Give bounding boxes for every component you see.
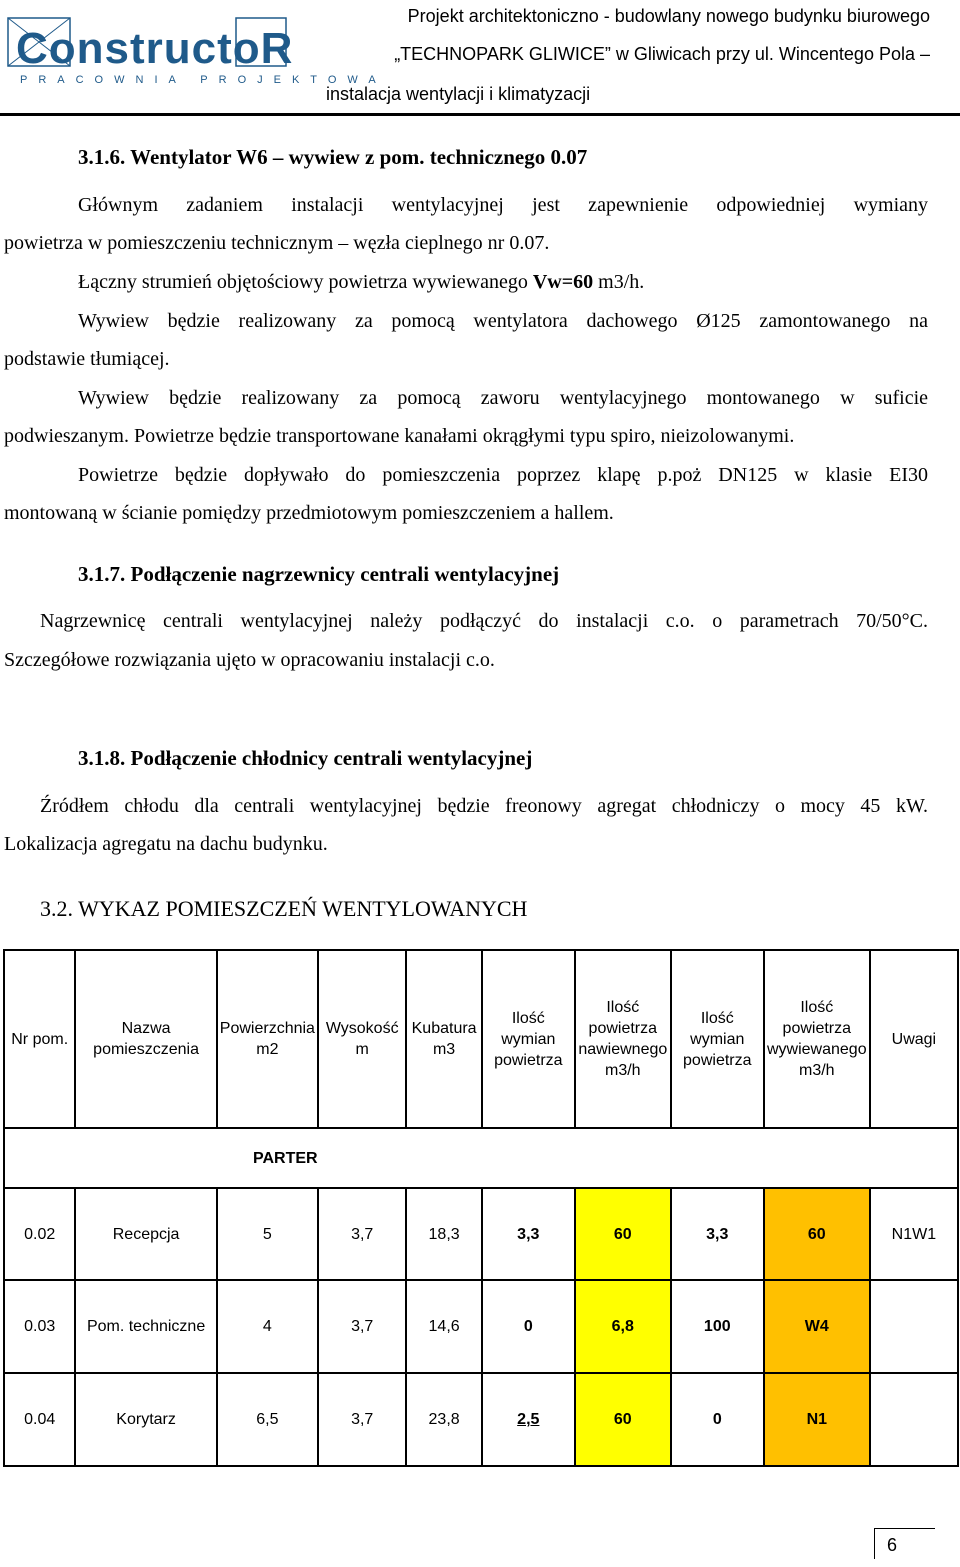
s317-para-line1: Nagrzewnicę centrali wentylacyjnej należy podłączyć do instalacji c.o. o parametrach 70/50°C.: [40, 610, 928, 632]
airflow-value: Vw=60: [532, 271, 594, 293]
table-cell: 23,8: [406, 1373, 481, 1466]
table-row: [4, 1373, 958, 1466]
table-cell: 0.03: [4, 1280, 75, 1373]
table-cell: 14,6: [406, 1280, 481, 1373]
table-cell-highlight: 6,8: [575, 1280, 671, 1373]
section-3-1-8-heading: 3.1.8. Podłączenie chłodnicy centrali wentylacyjnej: [78, 746, 533, 770]
s316-para4-line1: Wywiew będzie realizowany za pomocą zaworu wentylacyjnego montowanego w suficie: [78, 387, 928, 409]
s316-para5-line1: Powietrze będzie dopływało do pomieszczenia poprzez klapę p.poż DN125 w klasie EI30: [78, 464, 928, 486]
table-cell: [870, 1373, 958, 1466]
s318-para-line1: Źródłem chłodu dla centrali wentylacyjnej będzie freonowy agregat chłodniczy o mocy 45 kW.: [40, 795, 928, 817]
section-label: PARTER: [4, 1128, 958, 1188]
table-cell: 3,3: [671, 1188, 764, 1280]
page-number-box: [874, 1528, 935, 1559]
table-cell-highlight: N1: [764, 1373, 870, 1466]
s317-para-line2: Szczegółowe rozwiązania ujęto w opracowaniu instalacji c.o.: [4, 649, 495, 671]
col-header: Powierzchnia m2: [217, 950, 318, 1128]
section-row: [4, 1128, 958, 1188]
table-cell: 6,5: [217, 1373, 318, 1466]
s316-para5-line2: montowaną w ścianie pomiędzy przedmiotowym pomieszczeniem a hallem.: [4, 502, 614, 524]
col-header: Uwagi: [870, 950, 958, 1128]
table-cell: 4: [217, 1280, 318, 1373]
table-cell: N1W1: [870, 1188, 958, 1280]
company-logo: [6, 14, 387, 88]
page-header: [0, 0, 960, 118]
s316-para2: [78, 270, 644, 294]
table-cell: 5: [217, 1188, 318, 1280]
table-cell: 2,5: [482, 1373, 575, 1466]
table-cell: 0: [671, 1373, 764, 1466]
table-cell: 3,7: [318, 1280, 406, 1373]
header-line-3: instalacja wentylacji i klimatyzacji: [326, 84, 591, 104]
table-header-row: [4, 950, 958, 1128]
s316-para1-line1: Głównym zadaniem instalacji wentylacyjnej jest zapewnienie odpowiedniej wymiany: [78, 194, 928, 216]
col-header: Ilość wymian powietrza: [482, 950, 575, 1128]
table-cell: Korytarz: [75, 1373, 216, 1466]
table-cell: 3,3: [482, 1188, 575, 1280]
section-3-2-heading: 3.2. WYKAZ POMIESZCZEŃ WENTYLOWANYCH: [40, 896, 528, 921]
col-header: Kubatura m3: [406, 950, 481, 1128]
s316-para3-line1: Wywiew będzie realizowany za pomocą wentylatora dachowego Ø125 zamontowanego na: [78, 310, 928, 332]
col-header: Ilość wymian powietrza: [671, 950, 764, 1128]
table-cell-highlight: 60: [575, 1188, 671, 1280]
s316-para4-line2: podwieszanym. Powietrze będzie transportowane kanałami okrągłymi typu spiro, nieizolowanymi.: [4, 425, 795, 447]
table-cell: Recepcja: [75, 1188, 216, 1280]
s316-para1-line2: powietrza w pomieszczeniu technicznym – węzła cieplnego nr 0.07.: [4, 232, 550, 254]
table-cell: 3,7: [318, 1188, 406, 1280]
col-header: Ilość powietrza nawiewnego m3/h: [575, 950, 671, 1128]
section-3-1-6-heading: 3.1.6. Wentylator W6 – wywiew z pom. technicznego 0.07: [78, 145, 588, 169]
section-3-1-7-heading: 3.1.7. Podłączenie nagrzewnicy centrali wentylacyjnej: [78, 562, 560, 586]
table-cell: 100: [671, 1280, 764, 1373]
col-header: Nazwa pomieszczenia: [75, 950, 216, 1128]
page-number: 6: [887, 1535, 898, 1555]
table-cell: 0.02: [4, 1188, 75, 1280]
table-cell-highlight: 60: [575, 1373, 671, 1466]
table-cell: Pom. techniczne: [75, 1280, 216, 1373]
table-cell: 0.04: [4, 1373, 75, 1466]
airflow-unit: m3/h.: [598, 271, 645, 293]
header-line-1: Projekt architektoniczno - budowlany nowego budynku biurowego: [407, 6, 930, 26]
ventilated-rooms-table: [3, 949, 959, 1467]
col-header: Wysokość m: [318, 950, 406, 1128]
table-row: [4, 1188, 958, 1280]
header-rule: [0, 113, 960, 116]
table-cell: [870, 1280, 958, 1373]
header-line-2: „TECHNOPARK GLIWICE” w Gliwicach przy ul. Wincentego Pola –: [394, 44, 930, 64]
table-cell: 3,7: [318, 1373, 406, 1466]
table-cell: 0: [482, 1280, 575, 1373]
s316-para3-line2: podstawie tłumiącej.: [4, 348, 170, 370]
table-row: [4, 1280, 958, 1373]
table-cell: 18,3: [406, 1188, 481, 1280]
col-header: Ilość powietrza wywiewanego m3/h: [764, 950, 870, 1128]
logo-wordmark: ConstructoR: [16, 24, 294, 73]
logo-subtitle: PRACOWNIA PROJEKTOWA: [20, 74, 387, 86]
col-header: Nr pom.: [4, 950, 75, 1128]
table-cell-highlight: 60: [764, 1188, 870, 1280]
airflow-label: Łączny strumień objętościowy powietrza wywiewanego: [78, 271, 528, 293]
table-cell-highlight: W4: [764, 1280, 870, 1373]
s318-para-line2: Lokalizacja agregatu na dachu budynku.: [4, 833, 328, 855]
